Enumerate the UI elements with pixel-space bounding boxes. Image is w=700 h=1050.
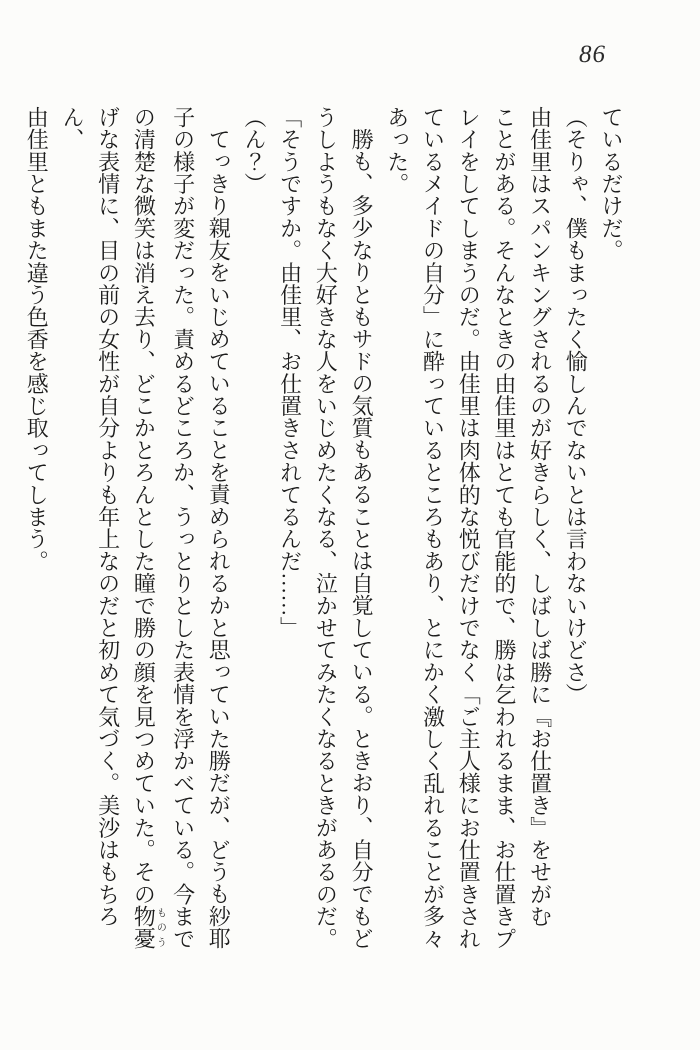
text-line-15: げな表情に、目の前の女性が自分よりも年上なのだと初めて気づく。美沙はもちろん、 bbox=[59, 106, 121, 928]
text-line-8: 勝も、多少なりともサドの気質もあることは自覚している。ときおり、自分でもど bbox=[349, 128, 375, 950]
text-line-4: ことがある。そんなときの由佳里はとても官能的で、勝は乞われるまま、お仕置きプ bbox=[491, 106, 517, 950]
text-line-13: 子の様子が変だった。責めるどころか、うっとりとした表情を浮かべている。今まで bbox=[170, 106, 196, 950]
text-line-1: ているだけだ。 bbox=[599, 106, 624, 262]
text-line-5: レイをしてしまうのだ。由佳里は肉体的な悦びだけでなく「ご主人様にお仕置きされ bbox=[456, 106, 482, 950]
text-line-9: うしようもなく大好きな人をいじめたくなる、泣かせてみたくなるときがあるのだ。 bbox=[313, 106, 339, 950]
text-line-2: （そりゃ、僕もまったく愉しんでないとは言わないけどさ） bbox=[563, 106, 589, 706]
text-line-12: てっきり親友をいじめていることを責められるかと思っていた勝だが、どうも紗耶 bbox=[206, 128, 232, 950]
text-line-16: 由佳里ともまた違う色香を感じ取ってしまう。 bbox=[24, 106, 50, 573]
text-line-11: （ん？） bbox=[241, 106, 267, 195]
page-number: 86 bbox=[579, 41, 606, 68]
text-block bbox=[19, 106, 629, 958]
text-line-6: ているメイドの自分」に酔っているところもあり、とにかく激しく乱れることが多々 bbox=[420, 106, 446, 950]
ruby-annotated-word: 物憂ものう bbox=[131, 905, 166, 950]
text-line-3: 由佳里はスパンキングされるのが好きらしく、しばしば勝に『お仕置き』をせがむ bbox=[527, 106, 553, 928]
text-line-14: の清楚な微笑は消え去り、どこかとろんとした瞳で勝の顔を見つめていた。その物憂ものう bbox=[131, 106, 166, 950]
text-line-10: 「そうですか。由佳里、お仕置きされてるんだ……」 bbox=[277, 106, 303, 639]
text-line-7: あった。 bbox=[384, 106, 410, 195]
